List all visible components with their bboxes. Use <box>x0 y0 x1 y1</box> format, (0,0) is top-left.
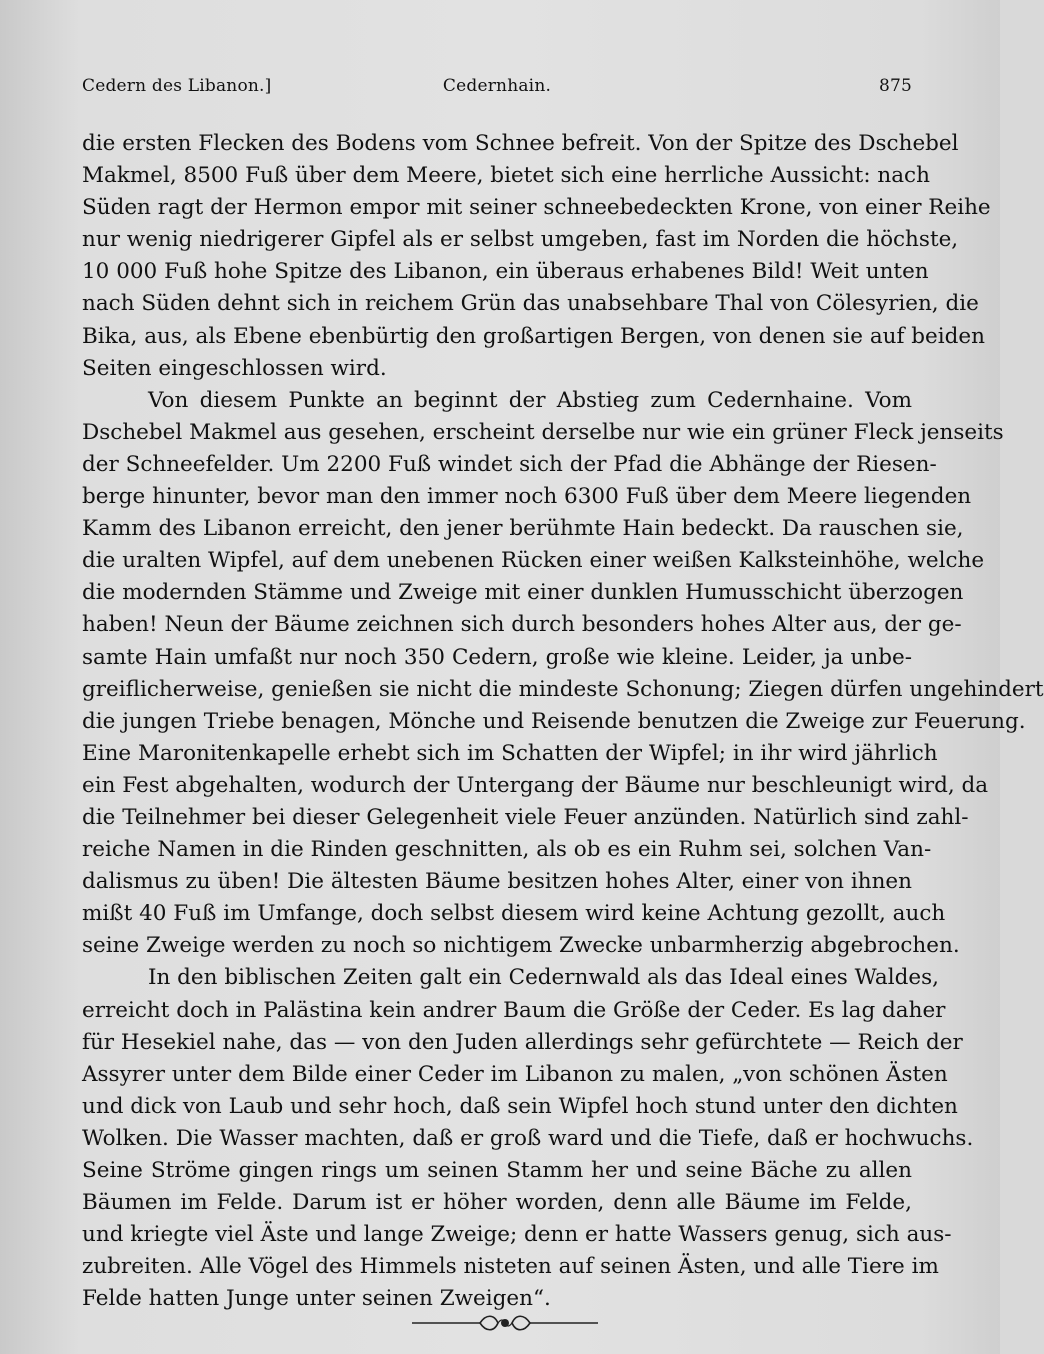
body-text <box>82 128 1044 1315</box>
text-line: die modernden Stämme und Zweige mit einer dunklen Humusschicht überzogen <box>82 580 964 606</box>
end-ornament-icon <box>410 1310 600 1336</box>
text-line: die uralten Wipfel, auf dem unebenen Rücken einer weißen Kalksteinhöhe, welche <box>82 548 985 574</box>
paragraph-2 <box>82 385 1044 963</box>
text-line: samte Hain umfaßt nur noch 350 Cedern, große wie kleine. Leider, ja unbe- <box>82 644 912 670</box>
text-line: Wolken. Die Wasser machten, daß er groß ward und die Tiefe, daß er hochwuchs. <box>82 1125 974 1151</box>
text-line: haben! Neun der Bäume zeichnen sich durch besonders hohes Alter aus, der ge- <box>82 612 962 638</box>
text-line: zubreiten. Alle Vögel des Himmels nisteten auf seinen Ästen, und alle Tiere im <box>82 1254 939 1280</box>
text-line: die ersten Flecken des Bodens vom Schnee befreit. Von der Spitze des Dschebel <box>82 131 959 156</box>
text-line: Bika, aus, als Ebene ebenbürtig den großartigen Bergen, von denen sie auf beiden <box>82 323 985 349</box>
paragraph-1 <box>82 128 991 385</box>
text-line: Von diesem Punkte an beginnt der Abstieg zum Cedernhaine. Vom <box>148 387 912 413</box>
text-line: Seine Ströme gingen rings um seinen Stamm her und seine Bäche zu allen <box>82 1158 912 1183</box>
text-line: die jungen Triebe benagen, Mönche und Reisende benutzen die Zweige zur Feuerung. <box>82 708 1026 734</box>
running-head-section: Cedern des Libanon.] <box>82 76 272 96</box>
text-line: für Hesekiel nahe, das — von den Juden allerdings sehr gefürchtete — Reich der <box>82 1029 963 1055</box>
text-line: der Schneefelder. Um 2200 Fuß windet sich der Pfad die Abhänge der Riesen- <box>82 451 937 477</box>
text-line: nach Süden dehnt sich in reichem Grün das unabsehbare Thal von Cölesyrien, die <box>82 291 979 317</box>
text-line: ein Fest abgehalten, wodurch der Untergang der Bäume nur beschleunigt wird, da <box>82 772 989 798</box>
text-line: mißt 40 Fuß im Umfange, doch selbst diesem wird keine Achtung gezollt, auch <box>82 901 946 927</box>
text-line: Seiten eingeschlossen wird. <box>82 355 387 381</box>
paragraph-3 <box>82 962 974 1315</box>
running-head <box>82 76 912 104</box>
text-line: erreicht doch in Palästina kein andrer Baum die Größe der Ceder. Es lag daher <box>82 997 946 1023</box>
text-line: Kamm des Libanon erreicht, den jener berühmte Hain bedeckt. Da rauschen sie, <box>82 516 964 542</box>
text-line: Bäumen im Felde. Darum ist er höher worden, denn alle Bäume im Felde, <box>82 1190 912 1216</box>
text-line: In den biblischen Zeiten galt ein Cedernwald als das Ideal eines Waldes, <box>148 965 939 991</box>
text-line: Dschebel Makmel aus gesehen, erscheint derselbe nur wie ein grüner Fleck jenseits <box>82 419 1004 445</box>
page-number: 875 <box>878 76 912 96</box>
text-line: reiche Namen in die Rinden geschnitten, als ob es ein Ruhm sei, solchen Van- <box>82 837 932 863</box>
text-line: greiflicherweise, genießen sie nicht die mindeste Schonung; Ziegen dürfen ungehindert <box>82 676 1044 702</box>
running-head-title: Cedernhain. <box>442 76 552 96</box>
text-line: und kriegte viel Äste und lange Zweige; denn er hatte Wassers genug, sich aus- <box>82 1222 952 1248</box>
text-line: Felde hatten Junge unter seinen Zweigen“. <box>82 1286 551 1312</box>
text-line: berge hinunter, bevor man den immer noch 6300 Fuß über dem Meere liegenden <box>82 484 972 510</box>
text-line: nur wenig niedrigerer Gipfel als er selbst umgeben, fast im Norden die höchste, <box>82 227 959 253</box>
text-line: Makmel, 8500 Fuß über dem Meere, bietet sich eine herrliche Aussicht: nach <box>82 163 930 189</box>
text-line: und dick von Laub und sehr hoch, daß sein Wipfel hoch stund unter den dichten <box>82 1093 958 1119</box>
text-line: Eine Maronitenkapelle erhebt sich im Schatten der Wipfel; in ihr wird jährlich <box>82 740 938 766</box>
text-line: 10 000 Fuß hohe Spitze des Libanon, ein überaus erhabenes Bild! Weit unten <box>82 259 929 285</box>
text-line: Süden ragt der Hermon empor mit seiner schneebedeckten Krone, von einer Reihe <box>82 195 991 221</box>
text-line: Assyrer unter dem Bilde einer Ceder im Libanon zu malen, „von schönen Ästen <box>82 1061 948 1087</box>
text-line: die Teilnehmer bei dieser Gelegenheit viele Feuer anzünden. Natürlich sind zahl- <box>82 804 969 830</box>
text-line: dalismus zu üben! Die ältesten Bäume besitzen hohes Alter, einer von ihnen <box>82 869 912 895</box>
text-line: seine Zweige werden zu noch so nichtigem Zwecke unbarmherzig abgebrochen. <box>82 933 960 959</box>
